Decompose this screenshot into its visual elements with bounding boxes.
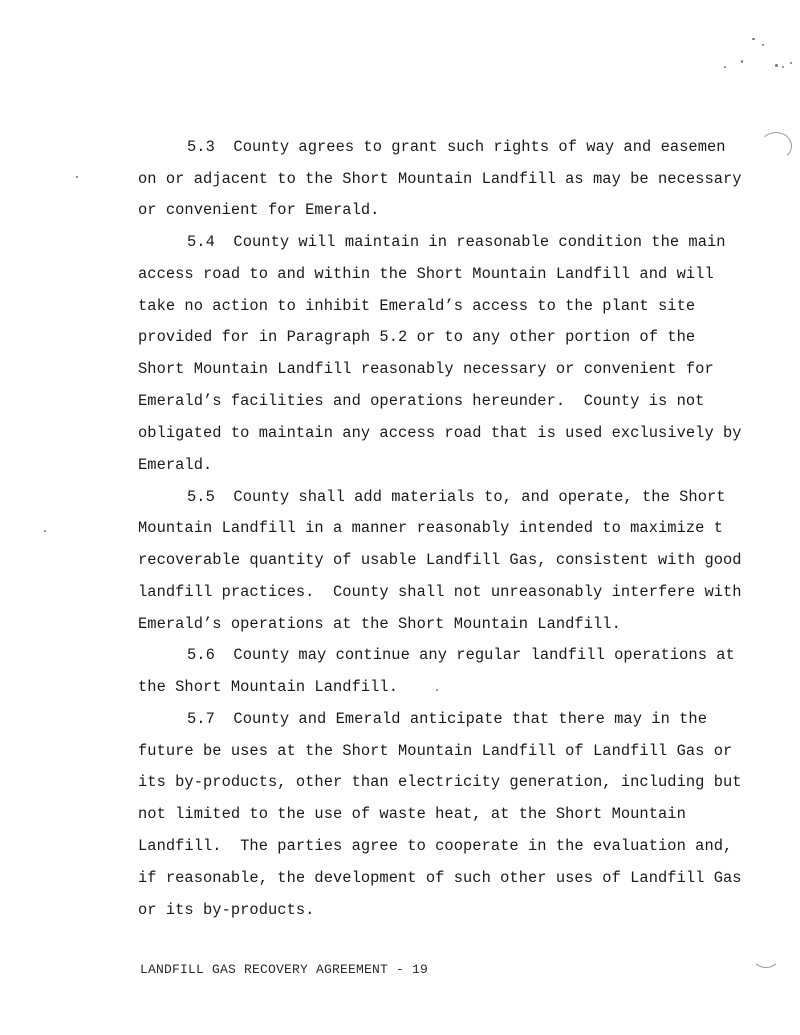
paragraph-5-7-line-6: if reasonable, the development of such other uses of Landfill Gas [138,869,742,887]
paragraph-5-4-line-6: Emerald’s facilities and operations hereunder. County is not [138,392,705,410]
scan-speck [76,176,78,178]
paragraph-5-4-line-5: Short Mountain Landfill reasonably necessary or convenient for [138,360,714,378]
paragraph-5-4-line-8: Emerald. [138,456,213,474]
paragraph-5-3-line-3: or convenient for Emerald. [138,201,380,219]
paragraph-5-7-line-1: 5.7 County and Emerald anticipate that there may in the [187,710,708,728]
scan-speck [762,44,764,46]
paragraph-5-5-line-5: Emerald’s operations at the Short Mountain Landfill. [138,615,621,633]
scan-speck [436,689,438,691]
paragraph-5-5-line-4: landfill practices. County shall not unreasonably interfere with [138,583,742,601]
paragraph-5-3-line-2: on or adjacent to the Short Mountain Landfill as may be necessary [138,170,742,188]
page-footer: LANDFILL GAS RECOVERY AGREEMENT - 19 [140,962,429,977]
scan-speck [790,62,792,64]
scan-speck [782,66,784,68]
paragraph-5-4-line-1: 5.4 County will maintain in reasonable condition the main [187,233,726,251]
paragraph-5-7-line-3: its by-products, other than electricity generation, including but [138,773,742,791]
scan-speck [752,38,755,40]
scan-arc-mark [752,944,780,968]
scan-arc-mark [760,132,792,160]
scan-speck [724,66,726,68]
paragraph-5-7-line-2: future be uses at the Short Mountain Landfill of Landfill Gas or [138,742,733,760]
paragraph-5-7-line-5: Landfill. The parties agree to cooperate in the evaluation and, [138,837,733,855]
paragraph-5-6-line-1: 5.6 County may continue any regular landfill operations at [187,646,735,664]
paragraph-5-5-line-3: recoverable quantity of usable Landfill Gas, consistent with good [138,551,742,569]
scan-speck [44,530,46,532]
paragraph-5-5-line-2: Mountain Landfill in a manner reasonably intended to maximize t [138,519,724,537]
paragraph-5-4-line-4: provided for in Paragraph 5.2 or to any other portion of the [138,328,696,346]
paragraph-5-6-line-2: the Short Mountain Landfill. [138,678,399,696]
paragraph-5-3-line-1: 5.3 County agrees to grant such rights of way and easemen [187,138,726,156]
paragraph-5-4-line-7: obligated to maintain any access road that is used exclusively by [138,424,742,442]
paragraph-5-7-line-4: not limited to the use of waste heat, at the Short Mountain [138,805,686,823]
paragraph-5-7-line-7: or its by-products. [138,901,315,919]
paragraph-5-4-line-3: take no action to inhibit Emerald’s access to the plant site [138,297,696,315]
paragraph-5-4-line-2: access road to and within the Short Mountain Landfill and will [138,265,714,283]
scan-speck [775,64,778,67]
paragraph-5-5-line-1: 5.5 County shall add materials to, and operate, the Short [187,488,726,506]
scan-speck [741,60,743,63]
